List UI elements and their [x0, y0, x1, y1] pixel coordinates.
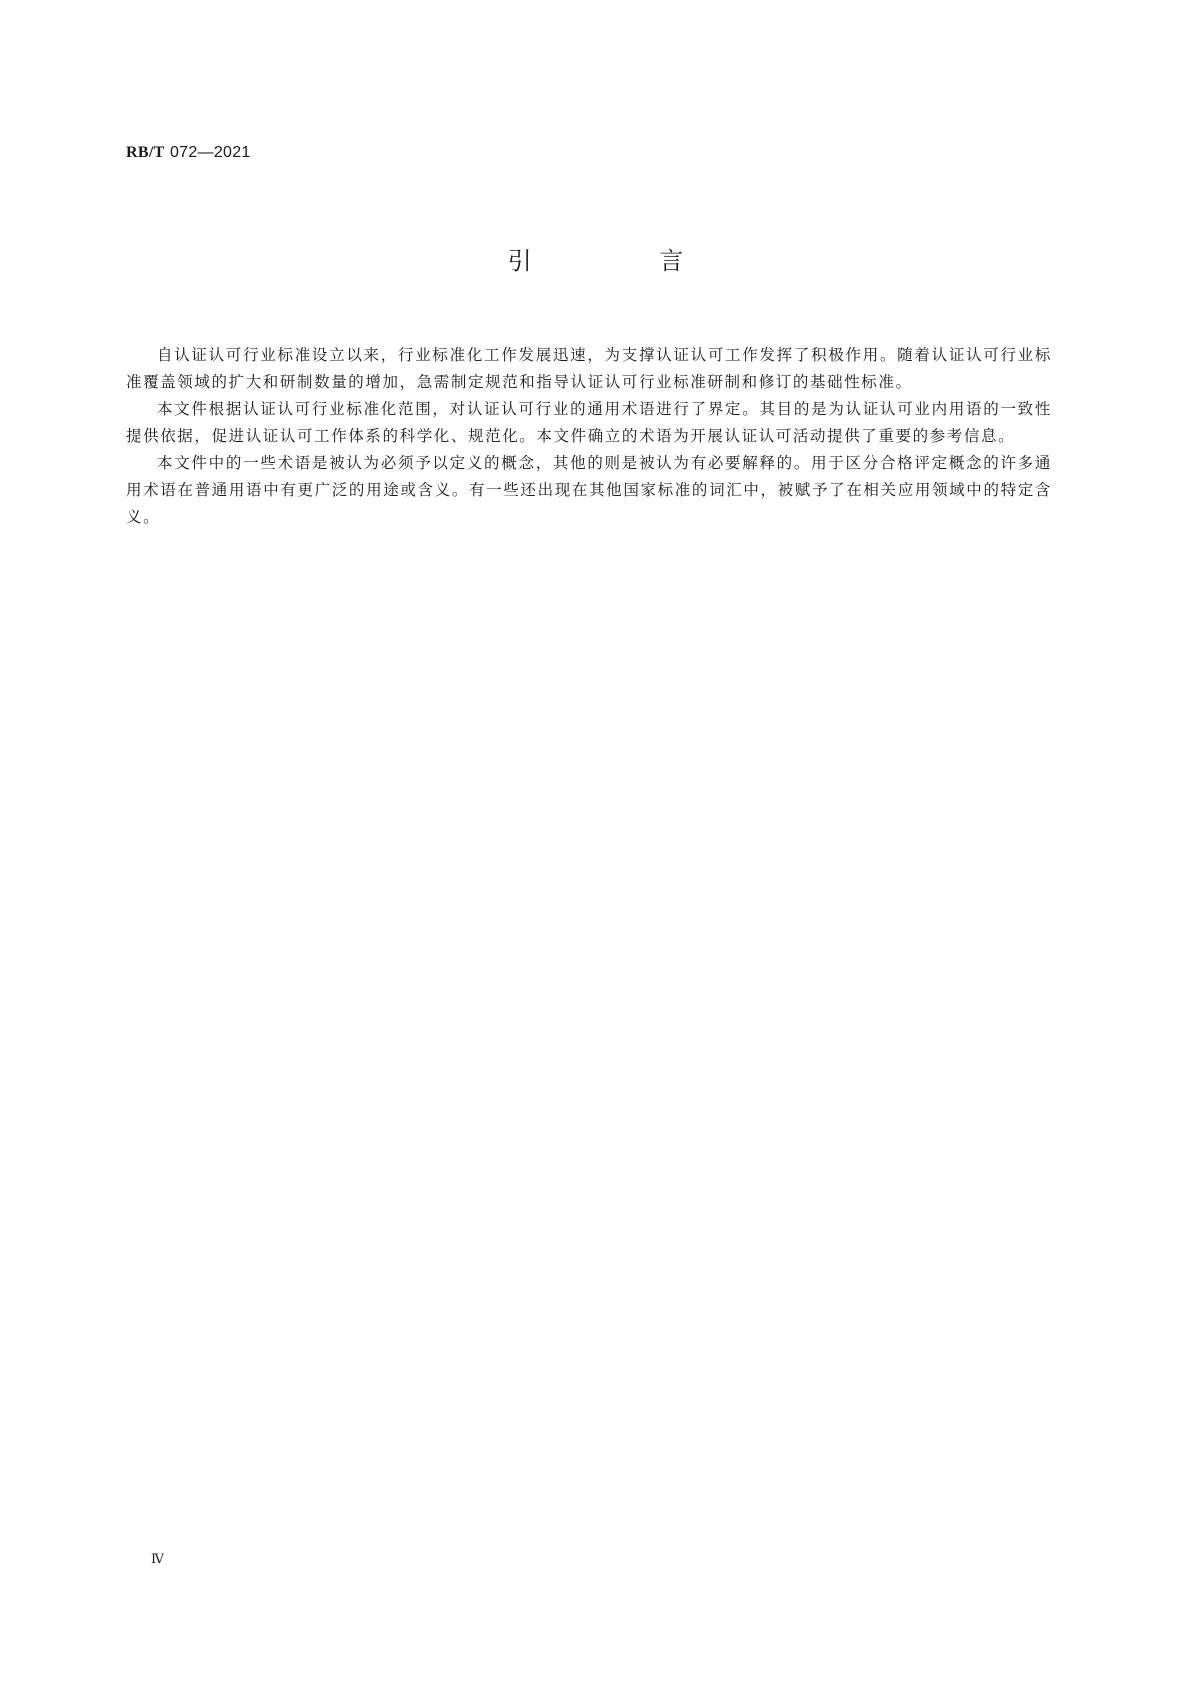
paragraph-1: 自认证认可行业标准设立以来，行业标准化工作发展迅速，为支撑认证认可工作发挥了积极作用。随着认证认可行业标准覆盖领域的扩大和研制数量的增加，急需制定规范和指导认证认可行业标准研制和修订的基础性标准。 — [126, 346, 1052, 391]
standard-number: 072—2021 — [169, 144, 251, 161]
standard-code — [126, 142, 251, 163]
standard-prefix: RB/T — [126, 144, 165, 161]
page-title: 引 言 — [507, 247, 744, 275]
page-number: Ⅳ — [151, 1551, 164, 1566]
paragraph-2: 本文件根据认证认可行业标准化范围，对认证认可行业的通用术语进行了界定。其目的是为认证认可业内用语的一致性提供依据，促进认证认可工作体系的科学化、规范化。本文件确立的术语为开展认证认可活动提供了重要的参考信息。 — [126, 400, 1052, 445]
paragraph-3: 本文件中的一些术语是被认为必须予以定义的概念，其他的则是被认为有必要解释的。用于区分合格评定概念的许多通用术语在普通用语中有更广泛的用途或含义。有一些还出现在其他国家标准的词汇中，被赋予了在相关应用领域中的特定含义。 — [126, 454, 1052, 526]
body-text — [126, 342, 1052, 531]
